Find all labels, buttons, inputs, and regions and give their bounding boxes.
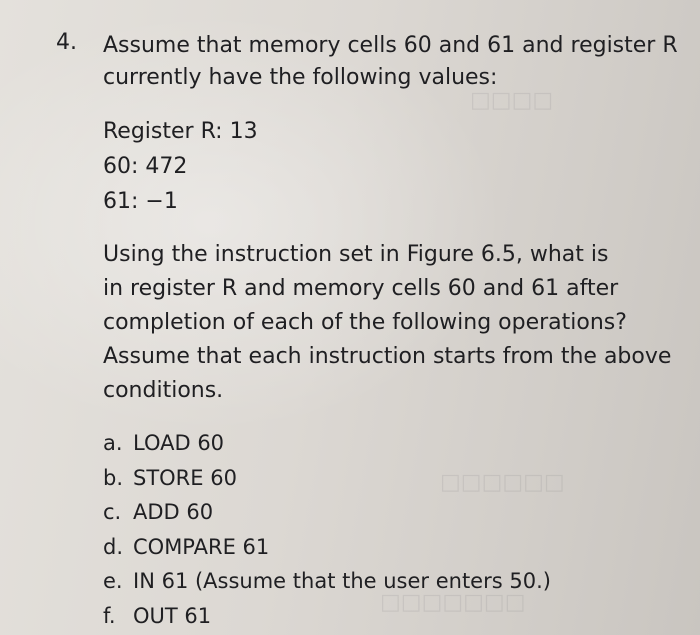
operation-item [103, 426, 551, 461]
operation-text: ADD 60 [133, 500, 214, 524]
operation-letter: d. [103, 534, 124, 559]
problem-intro [103, 30, 683, 94]
operation-text: STORE 60 [133, 465, 237, 490]
operation-list [103, 426, 551, 633]
operation-text: IN 61 (Assume that the user enters 50.) [133, 569, 551, 593]
memory-cell-61-value: 61: −1 [103, 189, 178, 214]
operation-letter: a. [103, 431, 123, 455]
operation-item [103, 530, 551, 565]
memory-cell-60-value: 60: 472 [103, 154, 188, 179]
operation-letter: b. [103, 465, 124, 490]
intro-line: Assume that memory cells 60 and 61 and register R [103, 33, 678, 58]
question-line: Using the instruction set in Figure 6.5, what is [103, 242, 609, 267]
operation-item [103, 564, 551, 599]
bleed-through-texture: □□□□ [470, 88, 554, 113]
operation-text: LOAD 60 [133, 431, 225, 455]
question-line: conditions. [103, 378, 224, 403]
operation-letter: c. [103, 500, 122, 524]
problem-question [103, 238, 683, 408]
operation-letter: f. [103, 603, 116, 628]
operation-item [103, 495, 551, 530]
operation-item [103, 599, 551, 634]
operation-text: COMPARE 61 [133, 534, 270, 559]
question-line: completion of each of the following operations? [103, 310, 627, 335]
question-line: in register R and memory cells 60 and 61 after [103, 276, 619, 301]
operation-text: OUT 61 [133, 603, 212, 628]
question-line: Assume that each instruction starts from the above [103, 344, 672, 369]
register-r-value: Register R: 13 [103, 119, 258, 144]
problem-number: 4. [56, 30, 77, 55]
operation-item [103, 461, 551, 496]
operation-letter: e. [103, 569, 123, 593]
bleed-through-texture: □□□□□□ [440, 470, 565, 495]
initial-values [103, 114, 683, 219]
bleed-through-texture: □□□□□□□ [380, 590, 526, 615]
intro-line: currently have the following values: [103, 65, 498, 90]
